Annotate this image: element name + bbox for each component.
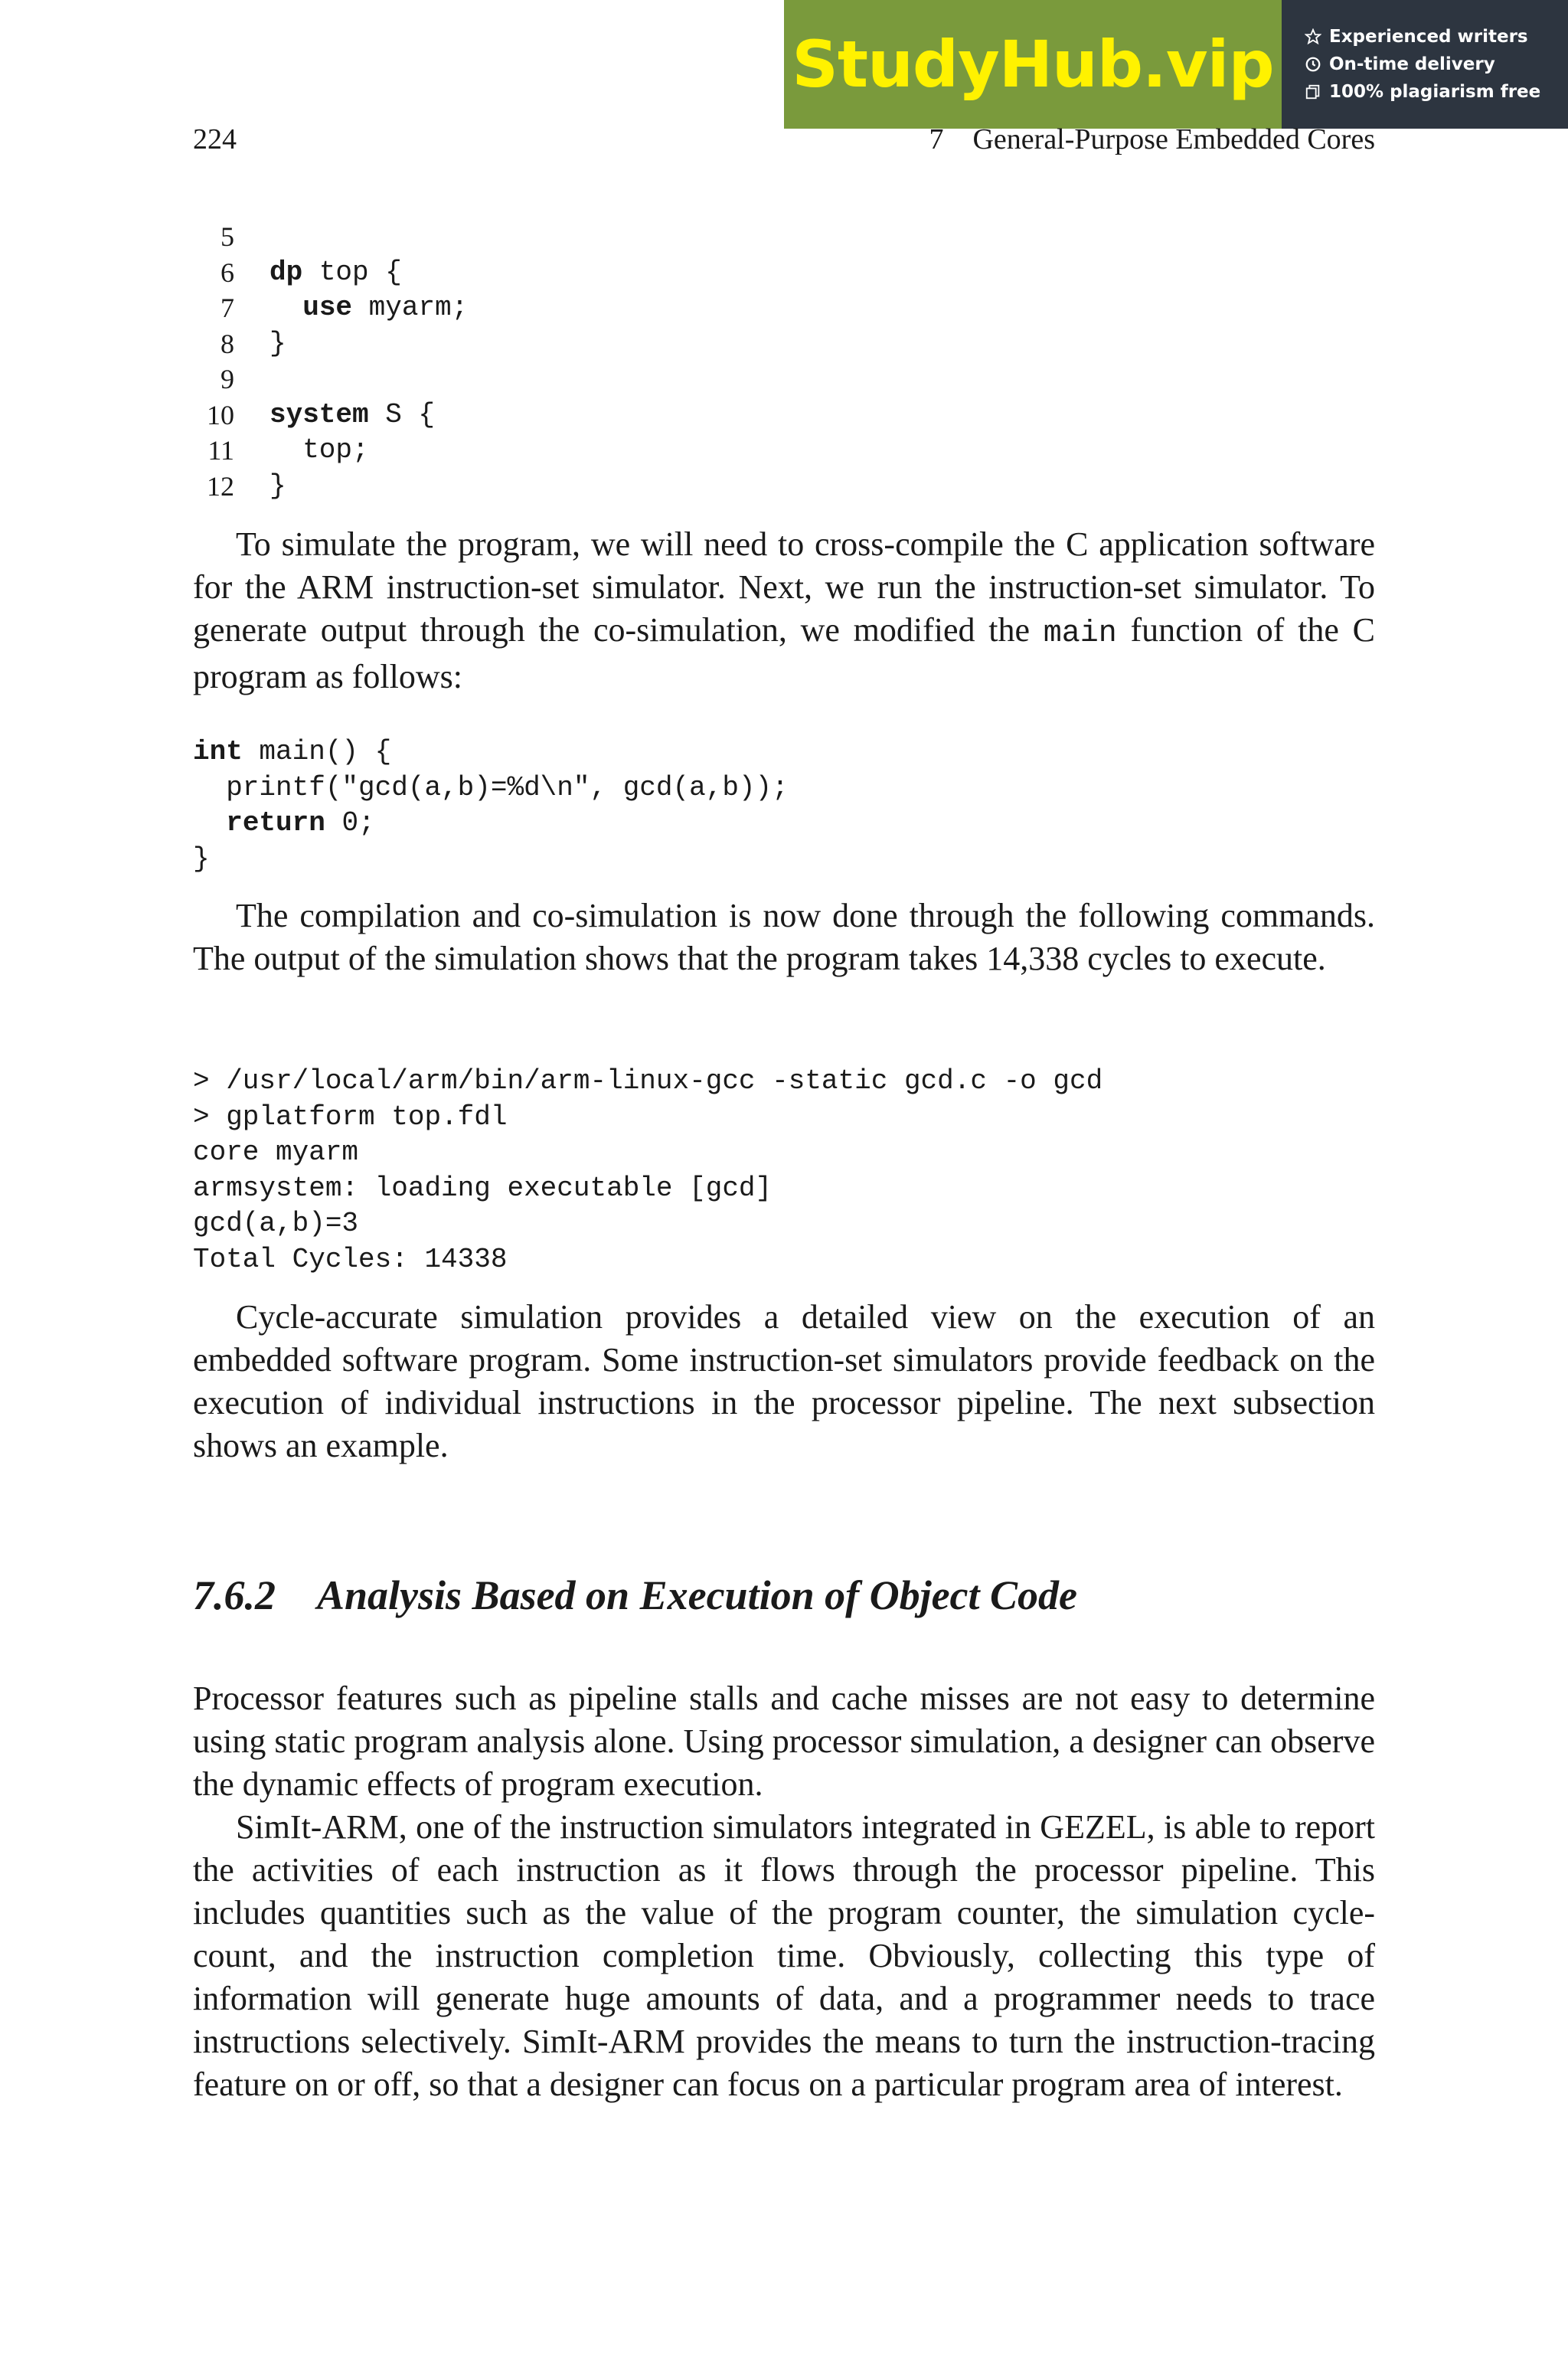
paragraph-text: Processor features such as pipeline stalls and cache misses are not easy to determine using static program analysis alone. Using processor simulation, a designer can observe the dynamic effects of program execution. xyxy=(193,1680,1375,1803)
code-text xyxy=(270,290,302,326)
ad-feature-label: Experienced writers xyxy=(1329,27,1528,47)
code-keyword: use xyxy=(302,292,353,323)
code-line xyxy=(193,219,468,255)
code-line xyxy=(193,1064,1102,1100)
ad-feature-label: On-time delivery xyxy=(1329,54,1495,74)
paragraph-text: The compilation and co-simulation is now done through the following commands. The output of the simulation shows that the program takes 14,338 cycles to execute. xyxy=(193,897,1375,977)
section-heading xyxy=(193,1572,1077,1619)
body-paragraph xyxy=(193,1806,1375,2106)
code-line xyxy=(193,1171,1102,1207)
ad-brand-logo[interactable]: StudyHub.vip xyxy=(784,0,1282,129)
code-text: printf("gcd(a,b)=%d\n", gcd(a,b)); xyxy=(193,771,789,803)
code-text: top; xyxy=(270,434,369,466)
body-paragraph xyxy=(193,523,1375,698)
code-text: } xyxy=(270,469,286,502)
code-line xyxy=(193,1242,1102,1278)
body-paragraph xyxy=(193,1677,1375,1806)
code-listing-gezel xyxy=(193,219,468,504)
copy-icon xyxy=(1305,83,1321,100)
code-keyword: int xyxy=(193,736,243,767)
section-title: Analysis Based on Execution of Object Code xyxy=(317,1572,1078,1618)
ad-features-list xyxy=(1282,0,1568,129)
line-number: 7 xyxy=(220,293,234,323)
line-number: 8 xyxy=(220,328,234,359)
code-text: } xyxy=(193,842,210,875)
code-text: 0; xyxy=(325,807,375,839)
line-number: 12 xyxy=(207,470,234,502)
ad-feature-item xyxy=(1305,27,1568,47)
page-number: 224 xyxy=(193,123,237,155)
code-listing-shell xyxy=(193,1064,1102,1277)
ad-feature-item xyxy=(1305,82,1568,102)
star-icon xyxy=(1305,28,1321,45)
running-head xyxy=(193,123,1375,156)
code-text: > /usr/local/arm/bin/arm-linux-gcc -static gcd.c -o gcd xyxy=(193,1065,1103,1097)
line-number: 9 xyxy=(220,364,234,394)
code-text: main() { xyxy=(242,736,392,767)
code-line xyxy=(193,806,789,842)
paragraph-text: Cycle-accurate simulation provides a detailed view on the execution of an embedded software program. Some instruction-set simulators provide feedback on the execution of individual instructions in the processor pipeline. The next subsection shows an example. xyxy=(193,1298,1375,1464)
code-text: S { xyxy=(368,398,436,430)
code-line xyxy=(193,433,468,469)
body-paragraph xyxy=(193,1296,1375,1467)
clock-icon xyxy=(1305,56,1321,73)
code-line xyxy=(193,469,468,505)
section-number: 7.6.2 xyxy=(193,1572,276,1618)
code-line xyxy=(193,734,789,770)
code-text: top { xyxy=(302,256,402,288)
ad-banner[interactable] xyxy=(784,0,1568,129)
code-listing-c-main xyxy=(193,734,789,877)
code-line xyxy=(193,1100,1102,1136)
code-keyword: system xyxy=(270,398,369,430)
chapter-heading xyxy=(929,123,1375,156)
code-line xyxy=(193,326,468,362)
paragraph-text: To simulate the program, we will need to cross-compile the C application software for the ARM instruction-set simulator. Next, we run the instruction-set simulator. To generate output through the co-simulation, we modified the xyxy=(193,525,1375,649)
code-text: } xyxy=(270,327,286,359)
code-text: gcd(a,b)=3 xyxy=(193,1208,359,1239)
line-number: 10 xyxy=(207,399,234,430)
code-line xyxy=(193,770,789,806)
body-paragraph xyxy=(193,895,1375,980)
line-number: 5 xyxy=(220,221,234,252)
code-text: Total Cycles: 14338 xyxy=(193,1243,508,1275)
ad-feature-label: 100% plagiarism free xyxy=(1329,82,1541,102)
line-number: 11 xyxy=(207,435,234,466)
code-text: > gplatform top.fdl xyxy=(193,1101,508,1133)
code-line xyxy=(193,361,468,397)
code-text: armsystem: loading executable [gcd] xyxy=(193,1172,773,1204)
code-line xyxy=(193,290,468,326)
chapter-number: 7 xyxy=(929,123,944,155)
code-text: core myarm xyxy=(193,1137,359,1168)
code-keyword: dp xyxy=(270,256,303,288)
code-line xyxy=(193,1135,1102,1171)
chapter-title: General-Purpose Embedded Cores xyxy=(972,123,1375,155)
paragraph-text: SimIt-ARM, one of the instruction simulators integrated in GEZEL, is able to report the activities of each instruction as it flows through the processor pipeline. This includes quantities such as the value of the program counter, the simulation cycle-count, and the instruction completion time. Obviously, collecting this type of information will generate huge amounts of data, and a programmer needs to trace instructions selectively. SimIt-ARM provides the means to turn the instruction-tracing feature on or off, so that a designer can focus on a particular program area of interest. xyxy=(193,1808,1375,2103)
code-keyword: return xyxy=(226,807,325,839)
ad-feature-item xyxy=(1305,54,1568,74)
code-line xyxy=(193,842,789,878)
code-text: myarm; xyxy=(352,292,469,323)
line-number: 6 xyxy=(220,257,234,288)
paragraph-text: function of the C program as follows: xyxy=(193,611,1375,695)
code-line xyxy=(193,255,468,291)
code-line xyxy=(193,1206,1102,1242)
code-text xyxy=(193,806,226,842)
inline-code: main xyxy=(1043,617,1117,651)
code-line xyxy=(193,397,468,433)
